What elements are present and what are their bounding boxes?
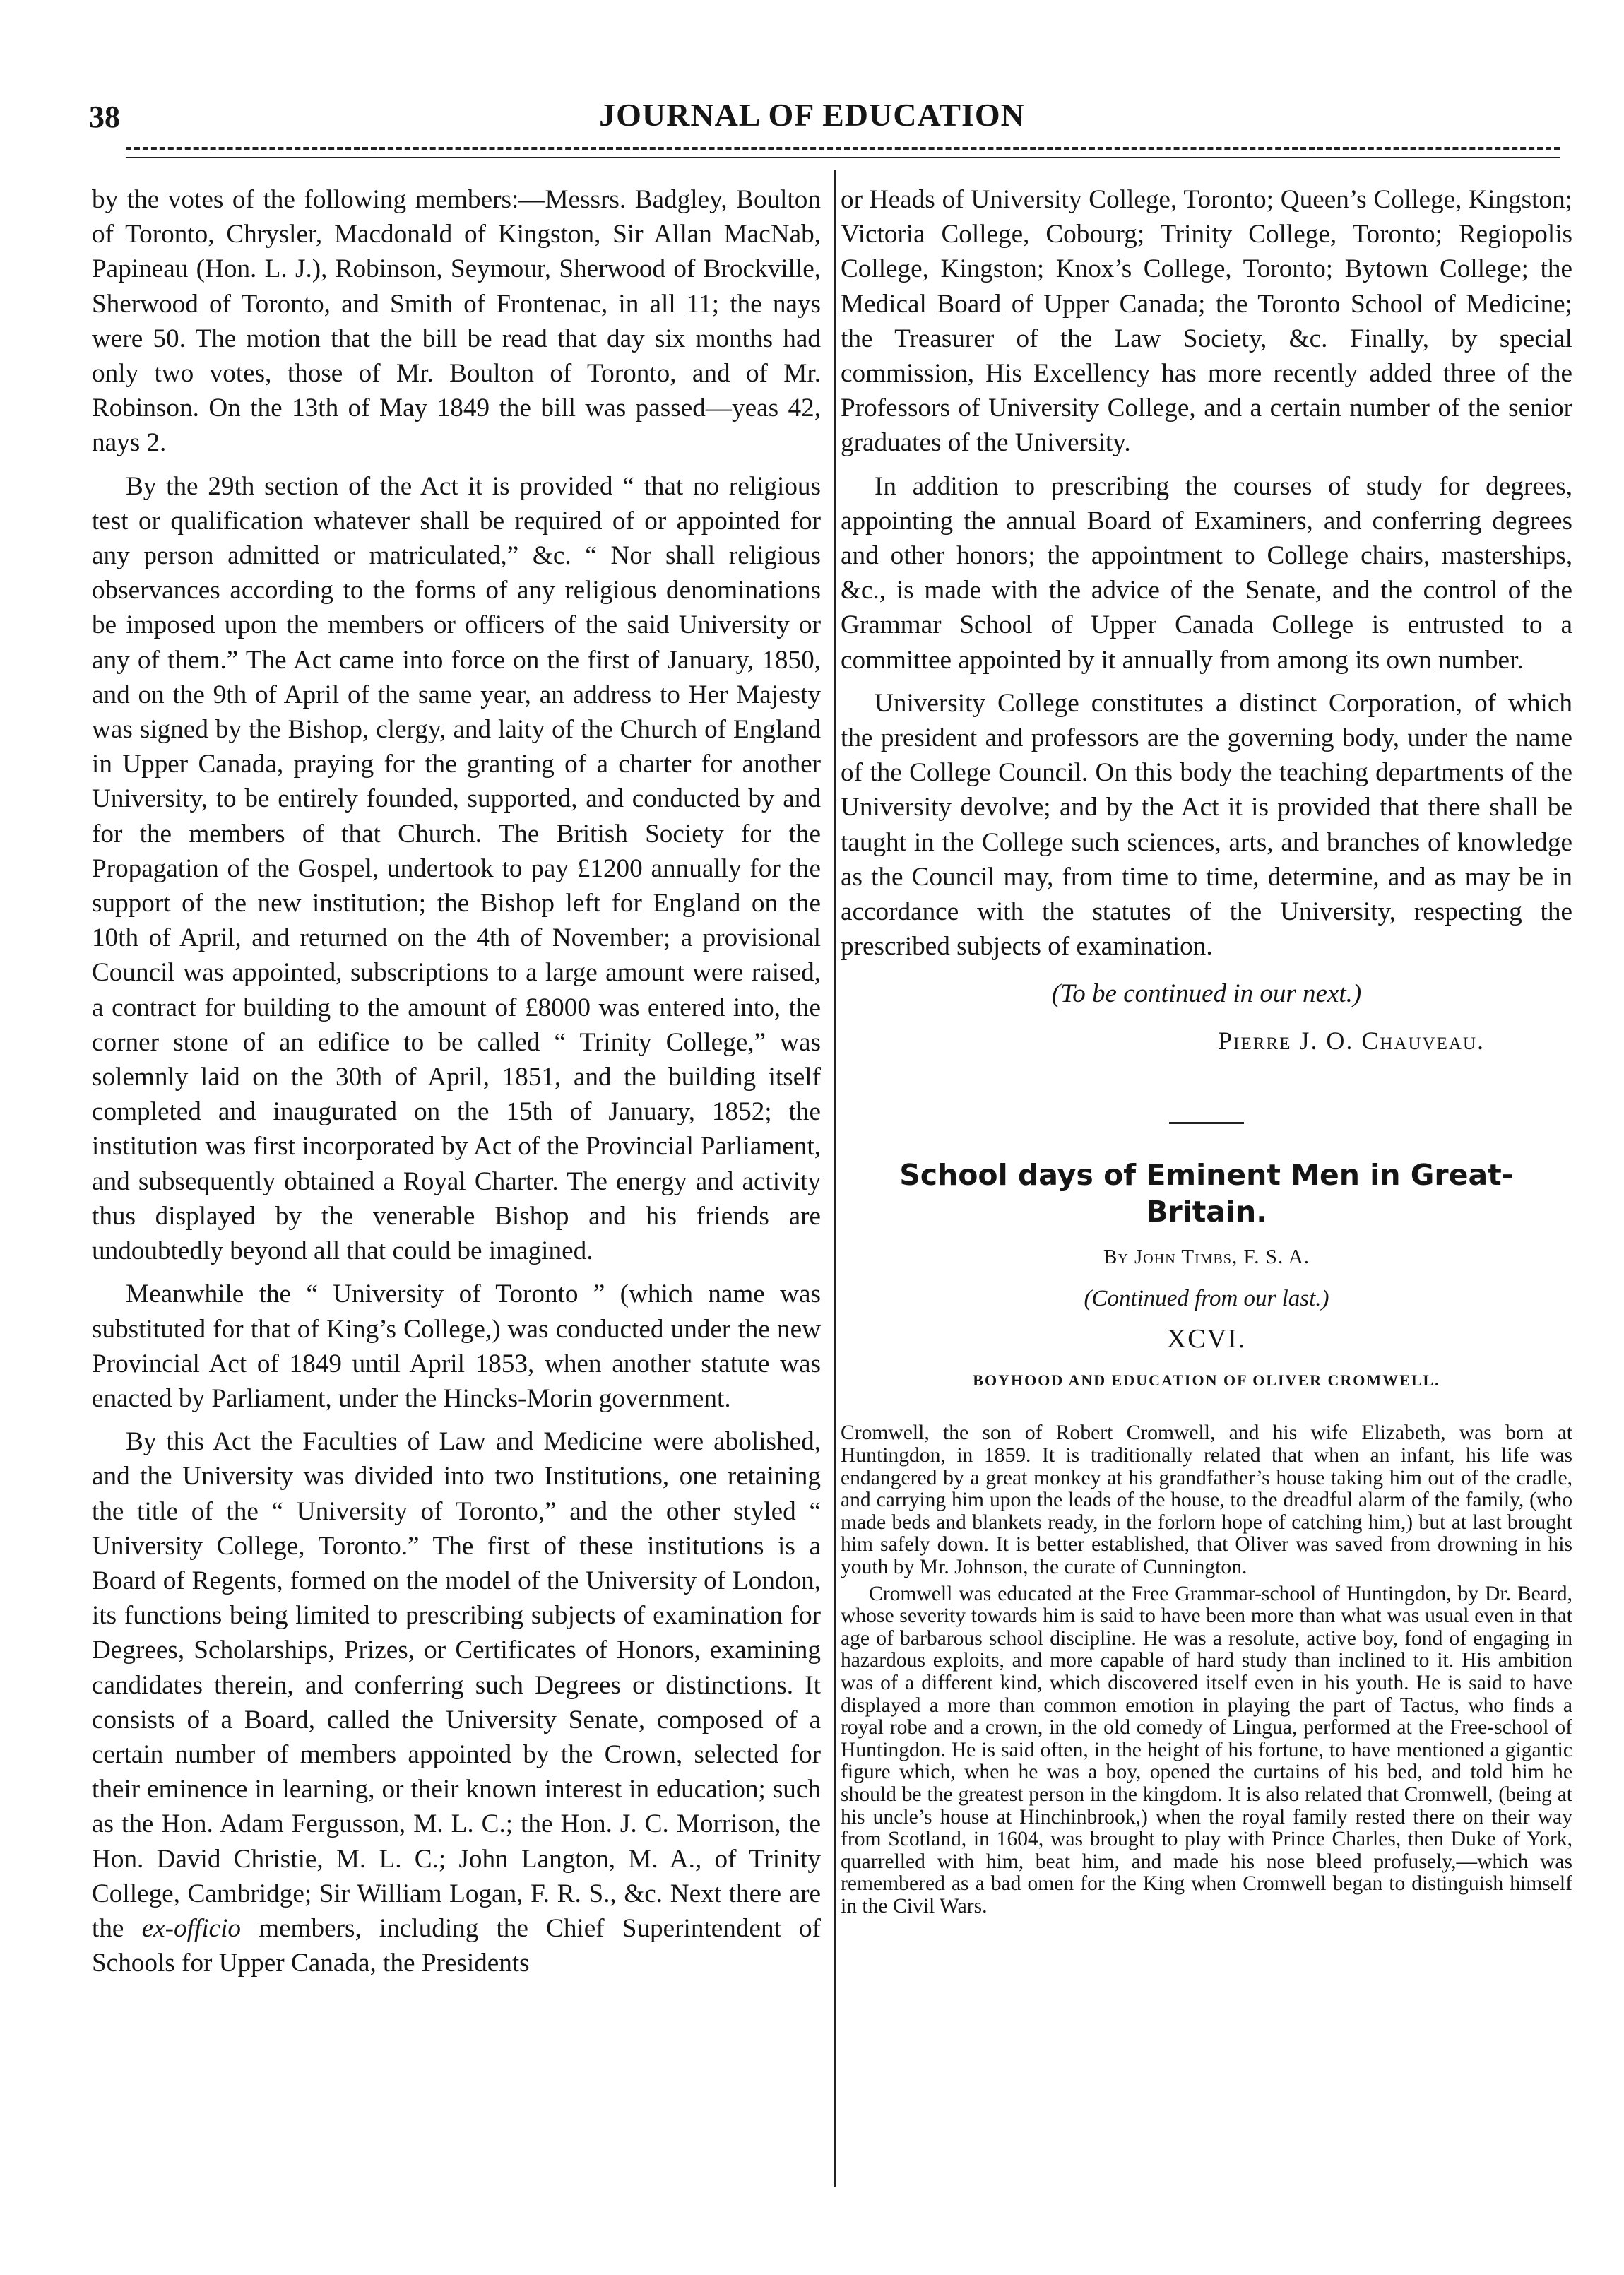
byline: By John Timbs, F. S. A.	[1103, 1246, 1310, 1269]
paragraph: By the 29th section of the Act it is provided “ that no religious test or qualification whatever shall be required of or appointed for any person admitted or matriculated,” &c. “ Nor shall religious observances according to the forms of any religious denominations be imposed upon the members or officers of the said University or any of them.” The Act came into force on the first of January, 1850, and on the 9th of April of the same year, an address to Her Majesty was signed by the Bishop, clergy, and laity of the Church of England in Upper Canada, praying for the granting of a charter for another University, to be entirely founded, supported, and conducted by and for the members of that Church. The British Society for the Propagation of the Gospel, undertook to pay £1200 annually for the support of the new institution; the Bishop left for England on the 10th of April, and returned on the 4th of November; a provisional Council was appointed, subscriptions to a large amount were raised, a contract for building to the amount of £8000 was entered into, the corner stone of an edifice to be called “ Trinity College,” was solemnly laid on the 30th of April, 1851, and the building itself completed and inaugurated on the 15th of January, 1852; the institution was first incorporated by Act of the Provincial Parliament, and subsequently obtained a Royal Charter. The energy and activity thus displayed by the venerable Bishop and his friends are undoubtedly beyond all that could be imagined.	[92, 471, 821, 1266]
paragraph: In addition to prescribing the courses of study for degrees, appointing the annual Board of Examiners, and conferring degrees and other honors; the appointment to College chairs, masterships, &c., is made with the advice of the Senate, and the control of the Grammar School of Upper Canada College is entrusted to a committee appointed by it annually from among its own number.	[841, 471, 1572, 675]
header-rule-dashed	[126, 147, 1560, 150]
paragraph: or Heads of University College, Toronto; Queen’s College, Kingston; Victoria College, Cobourg; Trinity College, Toronto; Regiopolis College, Kingston; Knox’s College, Toronto; Bytown College; the Medical Board of Upper Canada; the Toronto School of Medicine; the Treasurer of the Law Society, &c. Finally, by special commission, His Excellency has more recently added three of the Professors of University College, and a certain number of the senior graduates of the University.	[841, 185, 1572, 458]
right-column	[841, 182, 1572, 1918]
paragraph: Cromwell was educated at the Free Grammar-school of Huntingdon, by Dr. Beard, whose severity towards him is said to have been more than what was usual even in that age of barbarous school discipline. He was a resolute, active boy, fond of engaging in hazardous exploits, and more capable of hard study than inclined to it. His ambition was of a different kind, which discovered itself even in his youth. He is said to have displayed a more than common emotion in playing the part of Tactus, who finds a royal robe and a crown, in the old comedy of Lingua, performed at the Free-school of Huntingdon. He is said often, in the height of his fortune, to have mentioned a gigantic figure which, when he was a boy, opened the curtains of his bed, and told him he should be the greatest person in the kingdom. It is also related that Cromwell, (being at his uncle’s house at Hinchinbrook,) when the royal family rested there on their way from Scotland, in 1604, was brought to play with Prince Charles, then Duke of York, quarrelled with him, beat him, and made his nose bleed profusely,—which was remembered as a bad omen for the King when Cromwell began to distinguish himself in the Civil Wars.	[841, 1582, 1572, 1918]
section-title: School days of Eminent Men in Great-Britain.	[899, 1158, 1514, 1229]
chapter-numeral: XCVI.	[1166, 1324, 1247, 1354]
article-body	[841, 1422, 1572, 1918]
paragraph: Meanwhile the “ University of Toronto ” (which name was substituted for that of King’s College,) was conducted under the new Provincial Act of 1849 until April 1853, when another statute was enacted by Parliament, under the Hincks-Morin government.	[92, 1280, 821, 1413]
paragraph: Cromwell, the son of Robert Cromwell, and his wife Elizabeth, was born at Huntingdon, in 1859. It is traditionally related that when an infant, his life was endangered by a great monkey at his grandfather’s house taking him out of the cradle, and carrying him upon the leads of the house, to the dreadful alarm of the family, (who made beds and blankets ready, in the forlorn hope of catching him,) but at last brought him safely down. It is better established, that Oliver was saved from drowning in his youth by Mr. Johnson, the curate of Cunnington.	[841, 1422, 1572, 1579]
continued-note: (To be continued in our next.)	[1051, 979, 1362, 1009]
paragraph: University College constitutes a distinct Corporation, of which the president and professors are the governing body, under the name of the College Council. On this body the teaching departments of the University devolve; and by the Act it is provided that there shall be taught in the College such sciences, arts, and branches of knowledge as the Council may, from time to time, determine, and as may be in accordance with the statutes of the University, respecting the prescribed subjects of examination.	[841, 688, 1572, 962]
page-number: 38	[89, 100, 120, 134]
column-divider	[834, 170, 836, 2187]
paragraph	[92, 1424, 821, 1980]
subtitle: (Continued from our last.)	[1084, 1286, 1329, 1312]
paragraph-text: By this Act the Faculties of Law and Medicine were abolished, and the University was divided into two Institutions, one retaining the title of the “ University of Toronto,” and the other styled “ University College, Toronto.” The first of these institutions is a Board of Regents, formed on the model of the University of London, its functions being limited to prescribing subjects of examination for Degrees, Scholarships, Prizes, or Certificates of Honors, examining candidates therein, and conferring such Degrees or distinctions. It consists of a Board, called the University Senate, composed of a certain number of members appointed by the Crown, selected for their eminence in learning, or their known interest in education; such as the Hon. Adam Fergusson, M. L. C.; the Hon. J. C. Morrison, the Hon. David Christie, M. L. C.; John Langton, M. A., of Trinity College, Cambridge; Sir William Logan, F. R. S., &c. Next there are the	[92, 1427, 821, 1943]
paragraph-text: members, including the Chief Superintendent of Schools for Upper Canada, the Presidents	[92, 1913, 822, 1978]
running-head: JOURNAL OF EDUCATION	[599, 97, 1025, 133]
chapter-subhead: BOYHOOD AND EDUCATION OF OLIVER CROMWELL.	[973, 1371, 1440, 1390]
header-rule	[126, 157, 1560, 158]
section-divider	[1169, 1122, 1244, 1124]
paragraph: by the votes of the following members:—Messrs. Badgley, Boulton of Toronto, Chrysler, Macdonald of Kingston, Sir Allan MacNab, Papineau (Hon. L. J.), Robinson, Seymour, Sherwood of Brockville, Sherwood of Toronto, and Smith of Frontenac, in all 11; the nays were 50. The motion that the bill be read that day six months had only two votes, those of Mr. Boulton of Toronto, and of Mr. Robinson. On the 13th of May 1849 the bill was passed—yeas 42, nays 2.	[92, 185, 821, 458]
italic-term: ex-officio	[141, 1913, 241, 1943]
left-column	[92, 182, 821, 1980]
author-signature: Pierre J. O. Chauveau.	[1218, 1027, 1485, 1056]
